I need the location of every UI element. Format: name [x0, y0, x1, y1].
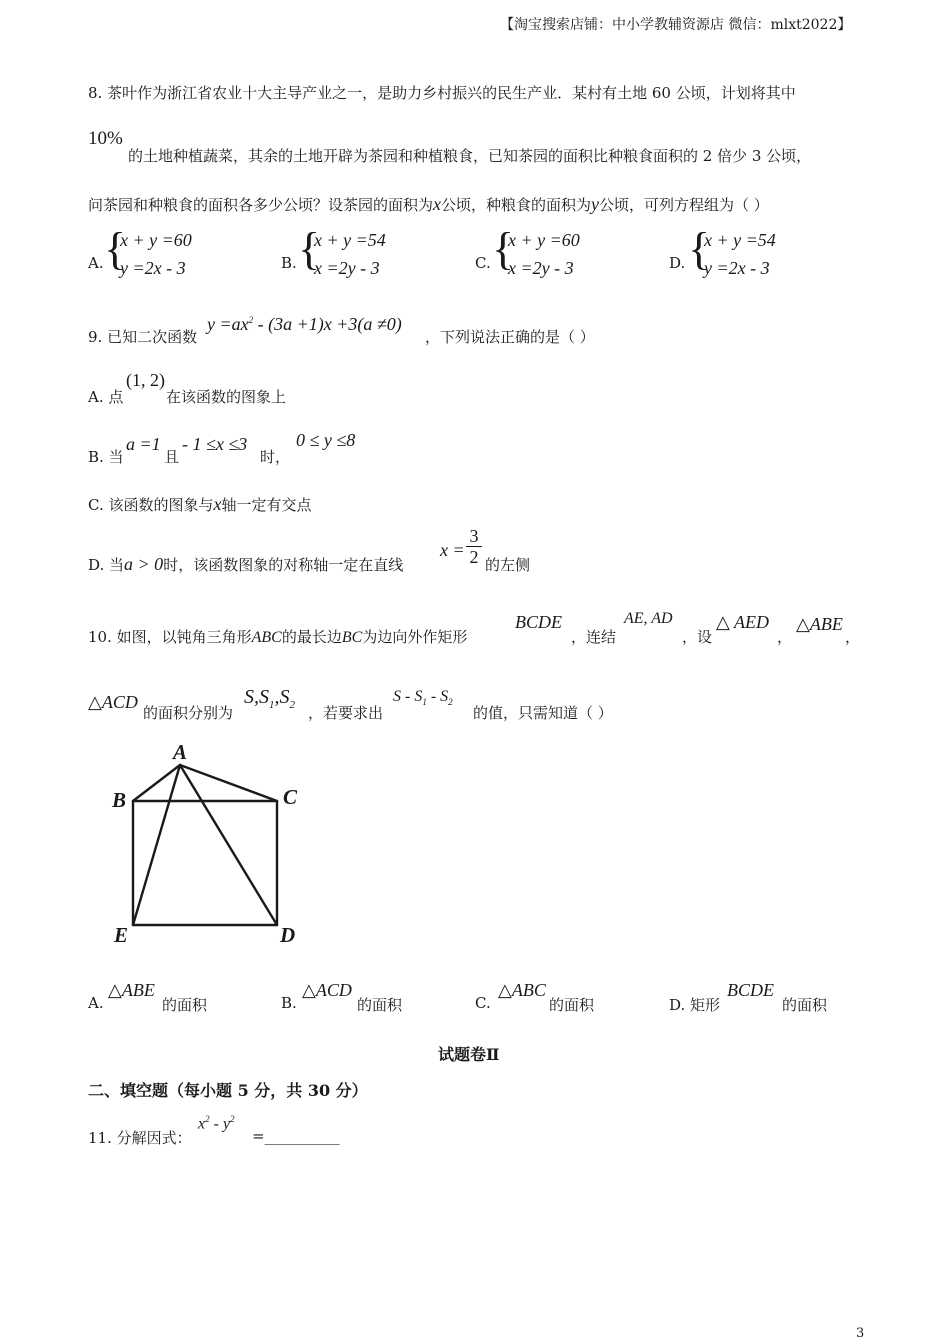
segment-ab [133, 765, 180, 801]
q8-option-d-label: D. [669, 254, 686, 272]
q10-option-d-math: BCDE [727, 980, 774, 1000]
q9-option-d-suffix: 的左侧 [485, 556, 531, 574]
page-header: 【淘宝搜索店铺：中小学教辅资源店 微信：mlxt2022】 [500, 17, 852, 33]
q9-option-a: A. 点 [88, 388, 124, 406]
q10-option-a-text: 的面积 [162, 996, 208, 1014]
segment-ae [133, 765, 180, 925]
q9-option-b-when: 时， [260, 448, 291, 466]
q9-function: $y =ax^2 - (3a +1)x +3(a \ne 0)$ [207, 314, 402, 334]
q8-line-3: 问茶园和种粮食的面积各多少公顷？设茶园的面积为x公顷，种粮食的面积为y公顷，可列方程组为（ ） [88, 194, 769, 214]
q10-triangle-abe: △ABE [796, 614, 843, 634]
q11-prefix: 11. 分解因式： [88, 1129, 192, 1147]
q9-option-b-range-y: 0 ≤ y ≤8 [296, 430, 356, 450]
q9-option-b-cond-x: - 1 ≤x ≤3 [182, 434, 248, 454]
q10-option-a-label: A. [88, 994, 104, 1012]
q10-option-b-math: △ACD [302, 980, 352, 1000]
brace-icon: { [104, 223, 127, 274]
q10-line-1: 10. 如图，以钝角三角形ABC的最长边BC为边向外作矩形 [88, 628, 468, 646]
q9-option-d-prefix: D. 当a > 0时，该函数图象的对称轴一定在直线 [88, 554, 404, 574]
brace-icon: { [298, 223, 321, 274]
q10-option-b-label: B. [281, 994, 297, 1012]
q10-comma: ， [845, 628, 861, 646]
q10-find-text: ，若要求出 [308, 704, 384, 722]
q10-option-c-text: 的面积 [549, 996, 595, 1014]
q10-areas-text: 的面积分别为 [143, 704, 234, 722]
vertex-label-a: A [173, 740, 188, 764]
q9-option-b-cond-a: a =1 [126, 434, 161, 454]
q8-line-2: 的土地种植蔬菜，其余的土地开辟为茶园和种植粮食，已知茶园的面积比种粮食面积的 2 倍少 3 公顷， [128, 147, 812, 165]
q9-option-b-and: 且 [164, 448, 180, 466]
vertex-label-e: E [114, 923, 129, 947]
q8-option-d-system: x + y =54 y =2x - 3 [704, 230, 776, 278]
vertex-label-c: C [283, 785, 298, 809]
q8-percent: 10% [88, 128, 123, 149]
segment-ac [180, 765, 277, 801]
q10-comma: ， [777, 628, 793, 646]
vertex-label-d: D [280, 923, 296, 947]
q10-segments: AE, AD [624, 610, 673, 627]
q8-option-a-system: x + y =60 y =2x - 3 [120, 230, 192, 278]
volume-title: 试题卷Ⅱ [438, 1045, 500, 1064]
q10-let: ，设 [682, 628, 713, 646]
q10-triangle-acd: △ACD [88, 692, 138, 712]
q8-option-b-label: B. [281, 254, 297, 272]
q10-connect: ，连结 [571, 628, 617, 646]
q10-option-c-label: C. [475, 994, 491, 1012]
section-title: 二、填空题（每小题 5 分，共 30 分） [88, 1081, 368, 1100]
page-number: 3 [856, 1326, 865, 1341]
q9-option-c: C. 该函数的图象与x轴一定有交点 [88, 494, 312, 514]
var-x: x [433, 194, 442, 214]
q8-line-1: 8. 茶叶作为浙江省农业十大主导产业之一，是助力乡村振兴的民生产业．某村有土地 60 公顷，计划将其中 [88, 84, 796, 102]
q10-option-a-math: △ABE [108, 980, 155, 1000]
brace-icon: { [492, 223, 515, 274]
q10-option-c-math: △ABC [498, 980, 546, 1000]
q9-stem-prefix: 9. 已知二次函数 [88, 328, 198, 346]
brace-icon: { [688, 223, 711, 274]
q9-option-d-x: x = [440, 540, 465, 560]
q9-option-a-point: (1, 2) [126, 370, 165, 390]
q10-triangle-aed: △ AED [716, 612, 770, 632]
q9-option-b-prefix: B. 当 [88, 448, 124, 466]
q8-option-a-label: A. [88, 254, 104, 272]
q10-expression: S - $S_1 - S_2$ [393, 688, 453, 708]
q10-need-text: 的值，只需知道（ ） [473, 704, 613, 722]
q9-option-a-text: 在该函数的图象上 [166, 388, 287, 406]
q10-option-d-label: D. 矩形 [669, 996, 721, 1014]
q10-option-d-text: 的面积 [782, 996, 828, 1014]
q11-expression: $x^2 - y^2$ [198, 1114, 235, 1133]
q8-option-b-system: x + y =54 x =2y - 3 [314, 230, 386, 278]
q11-answer-blank[interactable]: =__________ [252, 1127, 340, 1145]
q9-stem-suffix: ，下列说法正确的是（ ） [425, 328, 595, 346]
var-y: y [591, 194, 600, 214]
segment-ad [180, 765, 277, 925]
q10-geometry-figure [100, 735, 320, 950]
q9-option-d-fraction: $\frac{3}{2}$ [466, 526, 482, 567]
vertex-label-b: B [112, 788, 127, 812]
q10-option-b-text: 的面积 [357, 996, 403, 1014]
q8-option-c-label: C. [475, 254, 491, 272]
q8-option-c-system: x + y =60 x =2y - 3 [508, 230, 580, 278]
q10-area-symbols: $S,S_1,S_2$ [244, 686, 295, 711]
q10-rect-name: BCDE [515, 612, 562, 632]
